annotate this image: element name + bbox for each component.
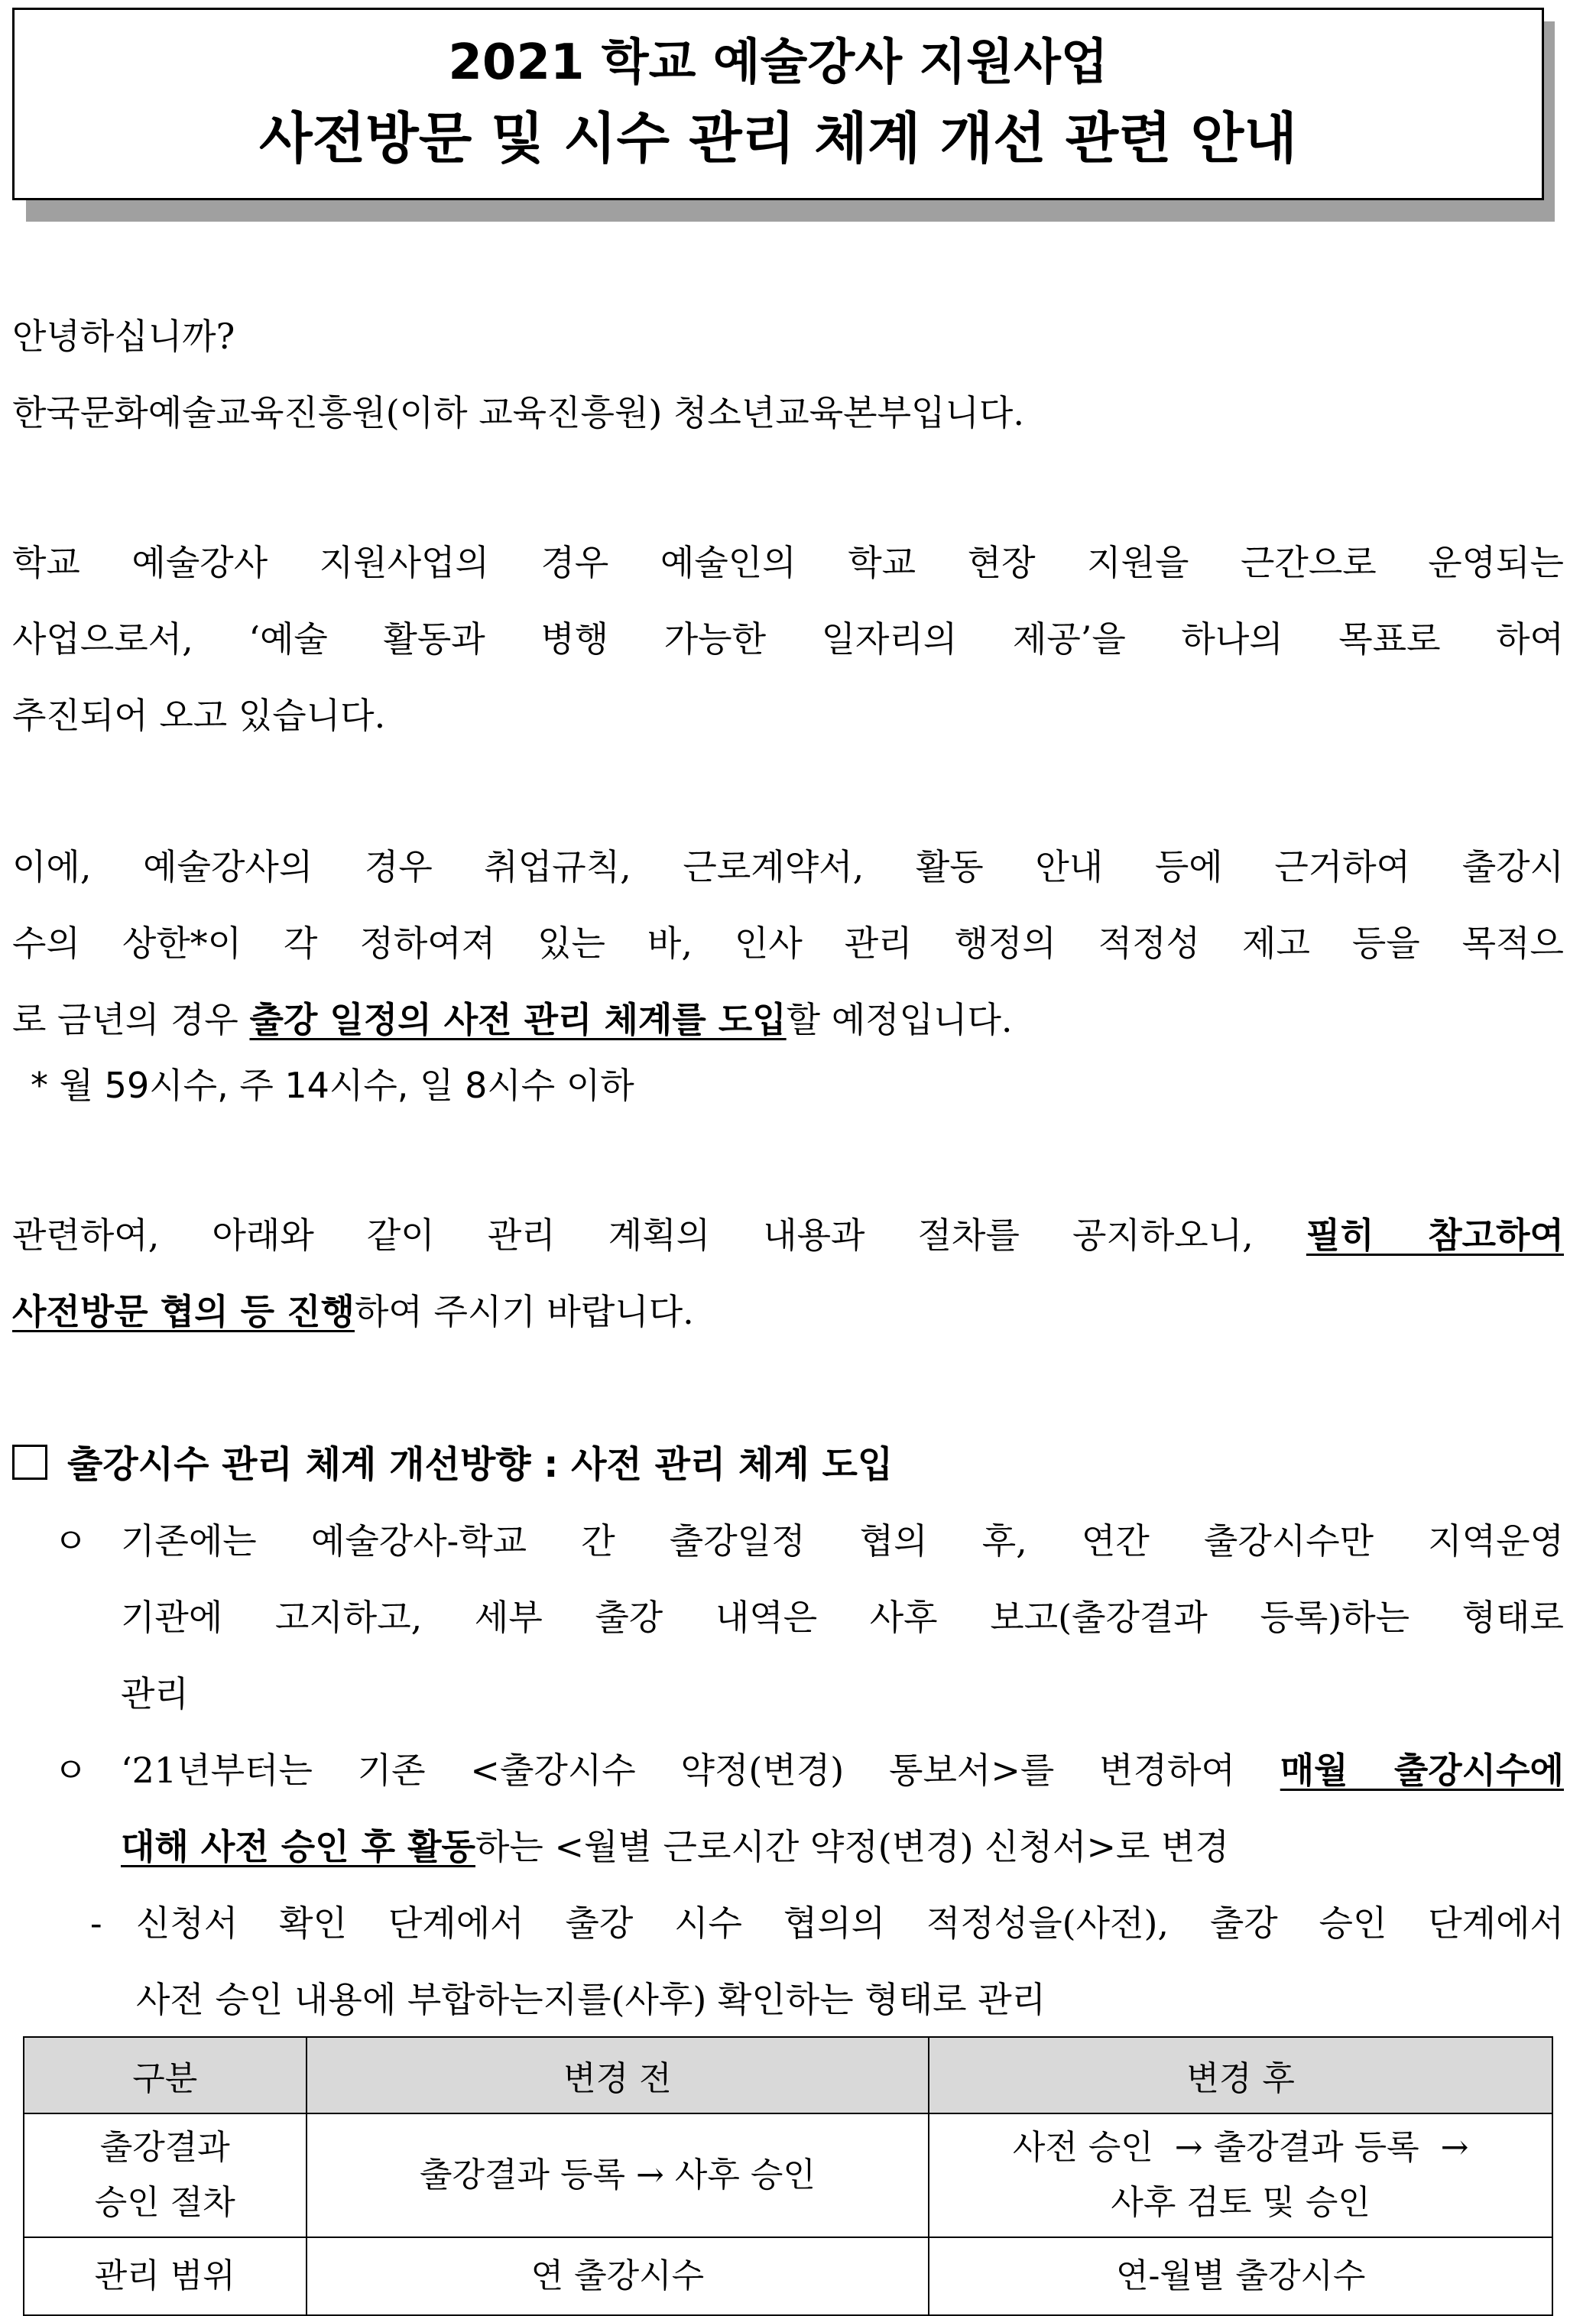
bullet2-emphasis-1: 매월 출강시수에 [1280,1750,1564,1791]
bullet-item-2 [54,1732,1564,1885]
dash-item [90,1885,1564,2038]
bullet1-line-2: 기관에 고지하고, 세부 출강 내역은 사후 보고(출강결과 등록)하는 형태로 [121,1597,1564,1638]
para3-line-1-pre: 관련하여, 아래와 같이 관리 계획의 내용과 절차를 공지하오니, [12,1215,1306,1256]
table-header-row [24,2037,1552,2113]
row1-after-line-2: 사후 검토 및 승인 [1111,2183,1371,2222]
greeting-line-1: 안녕하십니까? [12,316,235,357]
para1-line-1: 학교 예술강사 지원사업의 경우 예술인의 학교 현장 지원을 근간으로 운영되는 [12,542,1564,583]
table-row [24,2237,1552,2315]
title-box [12,8,1544,200]
para3-line-2-post: 하여 주시기 바랍니다. [354,1291,694,1332]
row1-label-line-1: 출강결과 [99,2128,230,2167]
para2-line-3 [12,981,1564,1058]
bullet1-line-3: 관리 [121,1673,189,1714]
bullet1-line-1: 기존에는 예술강사-학교 간 출강일정 협의 후, 연간 출강시수만 지역운영 [121,1520,1564,1562]
header-category: 구분 [24,2037,307,2113]
para3-emphasis-1: 필히 참고하여 [1306,1215,1564,1256]
title-line-2: 사전방문 및 시수 관리 체계 개선 관련 안내 [259,106,1297,170]
row2-label: 관리 범위 [24,2237,307,2315]
table-row [24,2113,1552,2237]
row1-before: 출강결과 등록 → 사후 승인 [307,2113,929,2237]
para3-emphasis-2: 사전방문 협의 등 진행 [12,1291,355,1332]
para1-line-2: 사업으로서, ‘예술 활동과 병행 가능한 일자리의 제공’을 하나의 목표로 하여 [12,618,1564,660]
row1-after-line-1: 사전 승인 → 출강결과 등록 → [1012,2128,1469,2167]
row2-before: 연 출강시수 [307,2237,929,2315]
para2-line-3-pre: 로 금년의 경우 [12,999,250,1040]
bullet2-line-1-pre: ‘21년부터는 기존 <출강시수 약정(변경) 통보서>를 변경하여 [121,1750,1280,1791]
header-after: 변경 후 [929,2037,1552,2113]
footnote: * 월 59시수, 주 14시수, 일 8시수 이하 [31,1065,634,1106]
bullet-marker-icon: ㅇ [54,1750,88,1791]
checkbox-square-icon [12,1445,47,1480]
section-heading [12,1426,893,1503]
dash-line-1: 신청서 확인 단계에서 출강 시수 협의의 적정성을(사전), 출강 승인 단계에서 [136,1902,1564,1944]
para3-line-2 [12,1273,1564,1350]
bullet2-line-2 [121,1808,1564,1885]
para2-line-3-post: 할 예정입니다. [786,999,1013,1040]
bullet2-line-1 [121,1732,1564,1808]
bullet2-line-2-post: 하는 <월별 근로시간 약정(변경) 신청서>로 변경 [475,1826,1229,1867]
row2-after: 연-월별 출강시수 [929,2237,1552,2315]
para3-line-1 [12,1197,1564,1273]
para2-emphasis: 출강 일정의 사전 관리 체계를 도입 [249,999,787,1040]
bullet-marker-icon: ㅇ [54,1520,88,1562]
para2-line-2: 수의 상한*이 각 정하여져 있는 바, 인사 관리 행정의 적정성 제고 등을 목적으 [12,923,1564,964]
title-line-1: 2021 학교 예술강사 지원사업 [448,34,1108,91]
table-cell-label [24,2113,307,2237]
bullet2-emphasis-2: 대해 사전 승인 후 활동 [121,1826,475,1867]
header-before: 변경 전 [307,2037,929,2113]
para2-line-1: 이에, 예술강사의 경우 취업규칙, 근로계약서, 활동 안내 등에 근거하여 출강시 [12,846,1564,887]
table-cell-after [929,2113,1552,2237]
comparison-table [23,2036,1553,2316]
dash-line-2: 사전 승인 내용에 부합하는지를(사후) 확인하는 형태로 관리 [136,1979,1046,2020]
para1-line-3: 추진되어 오고 있습니다. [12,695,386,736]
dash-marker: - [90,1902,102,1944]
bullet-item-1 [54,1503,1564,1732]
section-heading-text: 출강시수 관리 체계 개선방향 : 사전 관리 체계 도입 [67,1443,894,1486]
row1-label-line-2: 승인 절차 [94,2183,235,2222]
greeting-line-2: 한국문화예술교육진흥원(이하 교육진흥원) 청소년교육본부입니다. [12,392,1024,433]
